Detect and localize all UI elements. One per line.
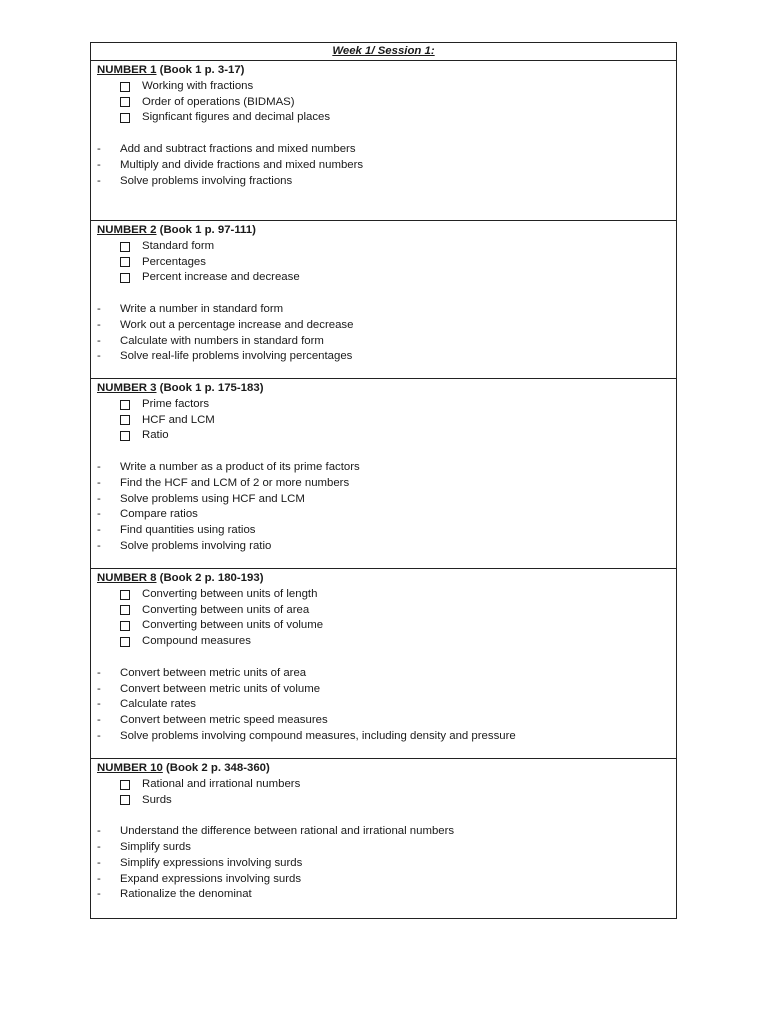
- objective-label: Work out a percentage increase and decrease: [120, 318, 354, 331]
- dash-bullet: -: [97, 856, 101, 869]
- checklist-label: Percentages: [142, 255, 206, 268]
- dash-bullet: -: [97, 492, 101, 505]
- checkbox-icon[interactable]: [120, 431, 130, 441]
- objective-item: [97, 158, 676, 174]
- checklist-item[interactable]: [97, 634, 676, 650]
- objective-item: [97, 666, 676, 682]
- checkbox-icon[interactable]: [120, 113, 130, 123]
- objective-item: [97, 840, 676, 856]
- checklist-label: Converting between units of length: [142, 587, 318, 600]
- objective-label: Calculate with numbers in standard form: [120, 334, 324, 347]
- checklist-item[interactable]: [97, 239, 676, 255]
- checklist-item[interactable]: [97, 270, 676, 286]
- dash-bullet: -: [97, 524, 101, 537]
- checklist-item[interactable]: [97, 110, 676, 126]
- section-number-label: NUMBER 1: [97, 64, 157, 76]
- section-book-ref: (Book 1 p. 175-183): [156, 382, 264, 394]
- dash-bullet: -: [97, 840, 101, 853]
- objective-item: [97, 539, 676, 555]
- session-title: Week 1/ Session 1:: [91, 43, 676, 61]
- objective-item: [97, 856, 676, 872]
- objective-label: Solve problems involving compound measures, including density and pressure: [120, 729, 516, 742]
- checkbox-icon[interactable]: [120, 621, 130, 631]
- checklist-item[interactable]: [97, 397, 676, 413]
- section-number-8: [91, 569, 676, 759]
- objective-label: Add and subtract fractions and mixed numbers: [120, 142, 356, 155]
- checklist-label: Ratio: [142, 429, 169, 442]
- checkbox-icon[interactable]: [120, 242, 130, 252]
- objective-item: [97, 713, 676, 729]
- checklist-item[interactable]: [97, 428, 676, 444]
- dash-bullet: -: [97, 729, 101, 742]
- section-title: [97, 63, 676, 79]
- checkbox-icon[interactable]: [120, 605, 130, 615]
- checklist-label: Working with fractions: [142, 79, 254, 92]
- checklist-label: Rational and irrational numbers: [142, 777, 301, 790]
- checklist-label: HCF and LCM: [142, 413, 215, 426]
- section-book-ref: (Book 1 p. 97-111): [156, 224, 256, 236]
- objective-item: [97, 142, 676, 158]
- checkbox-icon[interactable]: [120, 780, 130, 790]
- objective-item: [97, 492, 676, 508]
- dash-bullet: -: [97, 476, 101, 489]
- checklist-label: Order of operations (BIDMAS): [142, 95, 295, 108]
- checklist-label: Prime factors: [142, 397, 210, 410]
- objective-label: Write a number as a product of its prime factors: [120, 460, 360, 473]
- checklist-item[interactable]: [97, 793, 676, 809]
- section-number-label: NUMBER 2: [97, 224, 157, 236]
- dash-bullet: -: [97, 698, 101, 711]
- dash-bullet: -: [97, 825, 101, 838]
- dash-bullet: -: [97, 158, 101, 171]
- objective-item: [97, 460, 676, 476]
- section-book-ref: (Book 2 p. 180-193): [156, 572, 264, 584]
- checklist-label: Signficant figures and decimal places: [142, 111, 331, 124]
- checklist-label: Standard form: [142, 239, 215, 252]
- objective-label: Simplify surds: [120, 840, 191, 853]
- objective-item: [97, 318, 676, 334]
- section-number-label: NUMBER 10: [97, 762, 163, 774]
- objective-item: [97, 476, 676, 492]
- objective-item: [97, 887, 676, 903]
- section-number-1: [91, 61, 676, 221]
- section-title: [97, 761, 676, 777]
- objective-item: [97, 824, 676, 840]
- checklist-item[interactable]: [97, 95, 676, 111]
- dash-bullet: -: [97, 142, 101, 155]
- objective-item: [97, 872, 676, 888]
- objective-label: Write a number in standard form: [120, 302, 284, 315]
- section-number-label: NUMBER 8: [97, 572, 157, 584]
- checklist-label: Compound measures: [142, 635, 251, 648]
- checkbox-icon[interactable]: [120, 415, 130, 425]
- checklist-item[interactable]: [97, 255, 676, 271]
- objective-item: [97, 507, 676, 523]
- objective-item: [97, 334, 676, 350]
- objective-label: Rationalize the denominat: [120, 888, 252, 901]
- dash-bullet: -: [97, 350, 101, 363]
- objective-label: Find quantities using ratios: [120, 524, 256, 537]
- checklist-item[interactable]: [97, 618, 676, 634]
- objective-label: Convert between metric units of volume: [120, 682, 321, 695]
- objective-label: Expand expressions involving surds: [120, 872, 302, 885]
- objective-label: Compare ratios: [120, 508, 198, 521]
- dash-bullet: -: [97, 508, 101, 521]
- objective-item: [97, 349, 676, 365]
- checkbox-icon[interactable]: [120, 795, 130, 805]
- dash-bullet: -: [97, 539, 101, 552]
- objective-item: [97, 302, 676, 318]
- objective-item: [97, 523, 676, 539]
- section-title: [97, 381, 676, 397]
- checkbox-icon[interactable]: [120, 97, 130, 107]
- objective-label: Understand the difference between rational and irrational numbers: [120, 825, 455, 838]
- section-title: [97, 223, 676, 239]
- session-table: [90, 42, 677, 919]
- dash-bullet: -: [97, 460, 101, 473]
- objective-label: Simplify expressions involving surds: [120, 856, 303, 869]
- section-book-ref: (Book 1 p. 3-17): [156, 64, 245, 76]
- checklist-item[interactable]: [97, 777, 676, 793]
- objective-label: Solve real-life problems involving percentages: [120, 350, 353, 363]
- objective-label: Find the HCF and LCM of 2 or more numbers: [120, 476, 350, 489]
- objective-label: Convert between metric units of area: [120, 666, 307, 679]
- checkbox-icon[interactable]: [120, 637, 130, 647]
- checkbox-icon[interactable]: [120, 400, 130, 410]
- dash-bullet: -: [97, 872, 101, 885]
- section-number-2: [91, 221, 676, 379]
- checklist-item[interactable]: [97, 79, 676, 95]
- section-number-3: [91, 379, 676, 569]
- section-number-10: [91, 759, 676, 918]
- objective-label: Convert between metric speed measures: [120, 714, 328, 727]
- checklist-label: Converting between units of area: [142, 603, 310, 616]
- dash-bullet: -: [97, 714, 101, 727]
- checkbox-icon[interactable]: [120, 257, 130, 267]
- objective-label: Solve problems involving ratio: [120, 539, 272, 552]
- objective-item: [97, 174, 676, 190]
- checklist-item[interactable]: [97, 587, 676, 603]
- objective-item: [97, 697, 676, 713]
- dash-bullet: -: [97, 682, 101, 695]
- dash-bullet: -: [97, 174, 101, 187]
- dash-bullet: -: [97, 302, 101, 315]
- section-title: [97, 571, 676, 587]
- checklist-item[interactable]: [97, 413, 676, 429]
- dash-bullet: -: [97, 334, 101, 347]
- dash-bullet: -: [97, 666, 101, 679]
- objective-label: Multiply and divide fractions and mixed numbers: [120, 158, 364, 171]
- objective-item: [97, 682, 676, 698]
- dash-bullet: -: [97, 888, 101, 901]
- dash-bullet: -: [97, 318, 101, 331]
- section-number-label: NUMBER 3: [97, 382, 157, 394]
- objective-label: Solve problems using HCF and LCM: [120, 492, 305, 505]
- objective-label: Calculate rates: [120, 698, 196, 711]
- checklist-label: Converting between units of volume: [142, 619, 324, 632]
- checkbox-icon[interactable]: [120, 273, 130, 283]
- checklist-label: Surds: [142, 793, 172, 806]
- checklist-label: Percent increase and decrease: [142, 271, 300, 284]
- checkbox-icon[interactable]: [120, 82, 130, 92]
- section-book-ref: (Book 2 p. 348-360): [162, 762, 270, 774]
- objective-label: Solve problems involving fractions: [120, 174, 293, 187]
- checkbox-icon[interactable]: [120, 590, 130, 600]
- checklist-item[interactable]: [97, 603, 676, 619]
- objective-item: [97, 729, 676, 745]
